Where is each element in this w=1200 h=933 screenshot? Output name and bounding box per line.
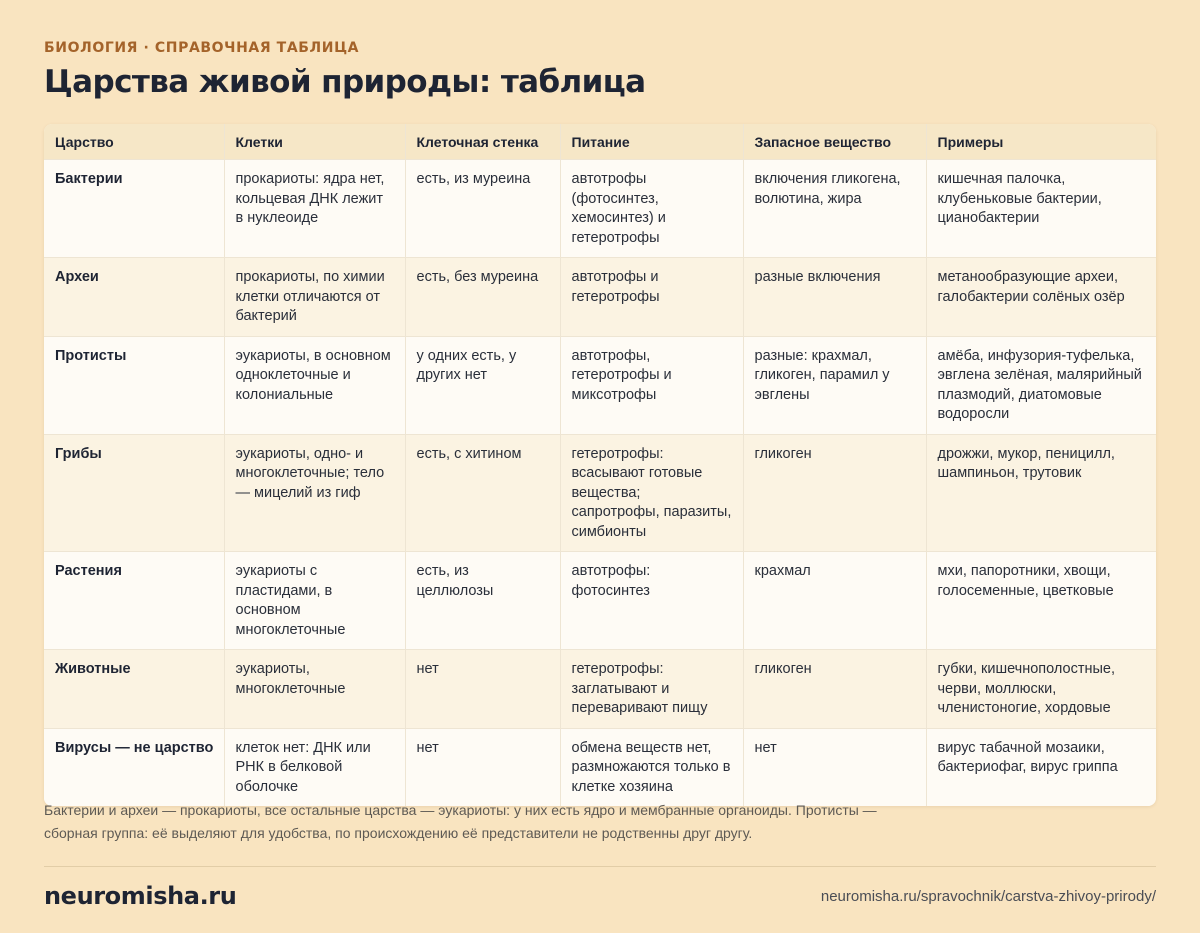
table-cell: клеток нет: ДНК или РНК в белковой оболочке	[224, 728, 405, 806]
table-row	[44, 258, 1156, 337]
column-header: Клеточная стенка	[405, 124, 560, 160]
table-cell: дрожжи, мукор, пеницилл, шампиньон, трутовик	[926, 434, 1156, 552]
table-cell: нет	[405, 728, 560, 806]
table-cell: автотрофы: фотосинтез	[560, 552, 743, 650]
column-header: Клетки	[224, 124, 405, 160]
table-cell: эукариоты с пластидами, в основном многоклеточные	[224, 552, 405, 650]
table-cell: прокариоты, по химии клетки отличаются от бактерий	[224, 258, 405, 337]
table-cell: кишечная палочка, клубеньковые бактерии, цианобактерии	[926, 160, 1156, 258]
kingdom-cell: Бактерии	[44, 160, 224, 258]
table-row	[44, 728, 1156, 806]
site-logo[interactable]: neuromisha.ru	[44, 882, 237, 910]
column-header: Царство	[44, 124, 224, 160]
kingdoms-table	[44, 124, 1156, 806]
table-cell: гликоген	[743, 650, 926, 729]
table-cell: есть, с хитином	[405, 434, 560, 552]
table-cell: есть, из целлюлозы	[405, 552, 560, 650]
column-header: Запасное вещество	[743, 124, 926, 160]
table-cell: включения гликогена, волютина, жира	[743, 160, 926, 258]
table-cell: крахмал	[743, 552, 926, 650]
table-cell: автотрофы и гетеротрофы	[560, 258, 743, 337]
kingdom-cell: Животные	[44, 650, 224, 729]
table-cell: разные: крахмал, гликоген, парамил у эвглены	[743, 336, 926, 434]
table-cell: нет	[405, 650, 560, 729]
table-row	[44, 552, 1156, 650]
column-header: Примеры	[926, 124, 1156, 160]
table-row	[44, 434, 1156, 552]
table-cell: губки, кишечнополостные, черви, моллюски, членистоногие, хордовые	[926, 650, 1156, 729]
kingdom-cell: Грибы	[44, 434, 224, 552]
table-cell: прокариоты: ядра нет, кольцевая ДНК лежит в нуклеоиде	[224, 160, 405, 258]
table-cell: мхи, папоротники, хвощи, голосеменные, цветковые	[926, 552, 1156, 650]
table-cell: амёба, инфузория-туфелька, эвглена зелёная, малярийный плазмодий, диатомовые водоросли	[926, 336, 1156, 434]
kingdom-cell: Археи	[44, 258, 224, 337]
kingdom-cell: Протисты	[44, 336, 224, 434]
table-cell: есть, из муреина	[405, 160, 560, 258]
kingdom-cell: Растения	[44, 552, 224, 650]
table-row	[44, 650, 1156, 729]
table-cell: гетеротрофы: всасывают готовые вещества; сапротрофы, паразиты, симбионты	[560, 434, 743, 552]
table-cell: обмена веществ нет, размножаются только в клетке хозяина	[560, 728, 743, 806]
page-kicker: БИОЛОГИЯ · СПРАВОЧНАЯ ТАБЛИЦА	[44, 40, 360, 56]
footnote: Бактерии и археи — прокариоты, все остальные царства — эукариоты: у них есть ядро и мембранные органоиды. Протисты — сборная группа: её выделяют для удобства, по происхождению её представители не родственны друг другу.	[44, 802, 877, 841]
table-cell: эукариоты, многоклеточные	[224, 650, 405, 729]
table-cell: нет	[743, 728, 926, 806]
table-cell: у одних есть, у других нет	[405, 336, 560, 434]
table-cell: эукариоты, в основном одноклеточные и колониальные	[224, 336, 405, 434]
table-cell: есть, без муреина	[405, 258, 560, 337]
table-cell: метанообразующие археи, галобактерии солёных озёр	[926, 258, 1156, 337]
table-cell: гликоген	[743, 434, 926, 552]
page-url-link[interactable]: neuromisha.ru/spravochnik/carstva-zhivoy-prirody/	[820, 888, 1156, 905]
table-cell: эукариоты, одно- и многоклеточные; тело — мицелий из гиф	[224, 434, 405, 552]
table-header-row	[44, 124, 1156, 160]
kingdom-cell: Вирусы — не царство	[44, 728, 224, 806]
table-row	[44, 336, 1156, 434]
table-row	[44, 160, 1156, 258]
column-header: Питание	[560, 124, 743, 160]
footer-divider	[44, 866, 1156, 867]
table-cell: автотрофы (фотосинтез, хемосинтез) и гетеротрофы	[560, 160, 743, 258]
table-cell: автотрофы, гетеротрофы и миксотрофы	[560, 336, 743, 434]
table-cell: вирус табачной мозаики, бактериофаг, вирус гриппа	[926, 728, 1156, 806]
table-cell: разные включения	[743, 258, 926, 337]
page-title: Царства живой природы: таблица	[44, 64, 646, 100]
table-cell: гетеротрофы: заглатывают и переваривают пищу	[560, 650, 743, 729]
